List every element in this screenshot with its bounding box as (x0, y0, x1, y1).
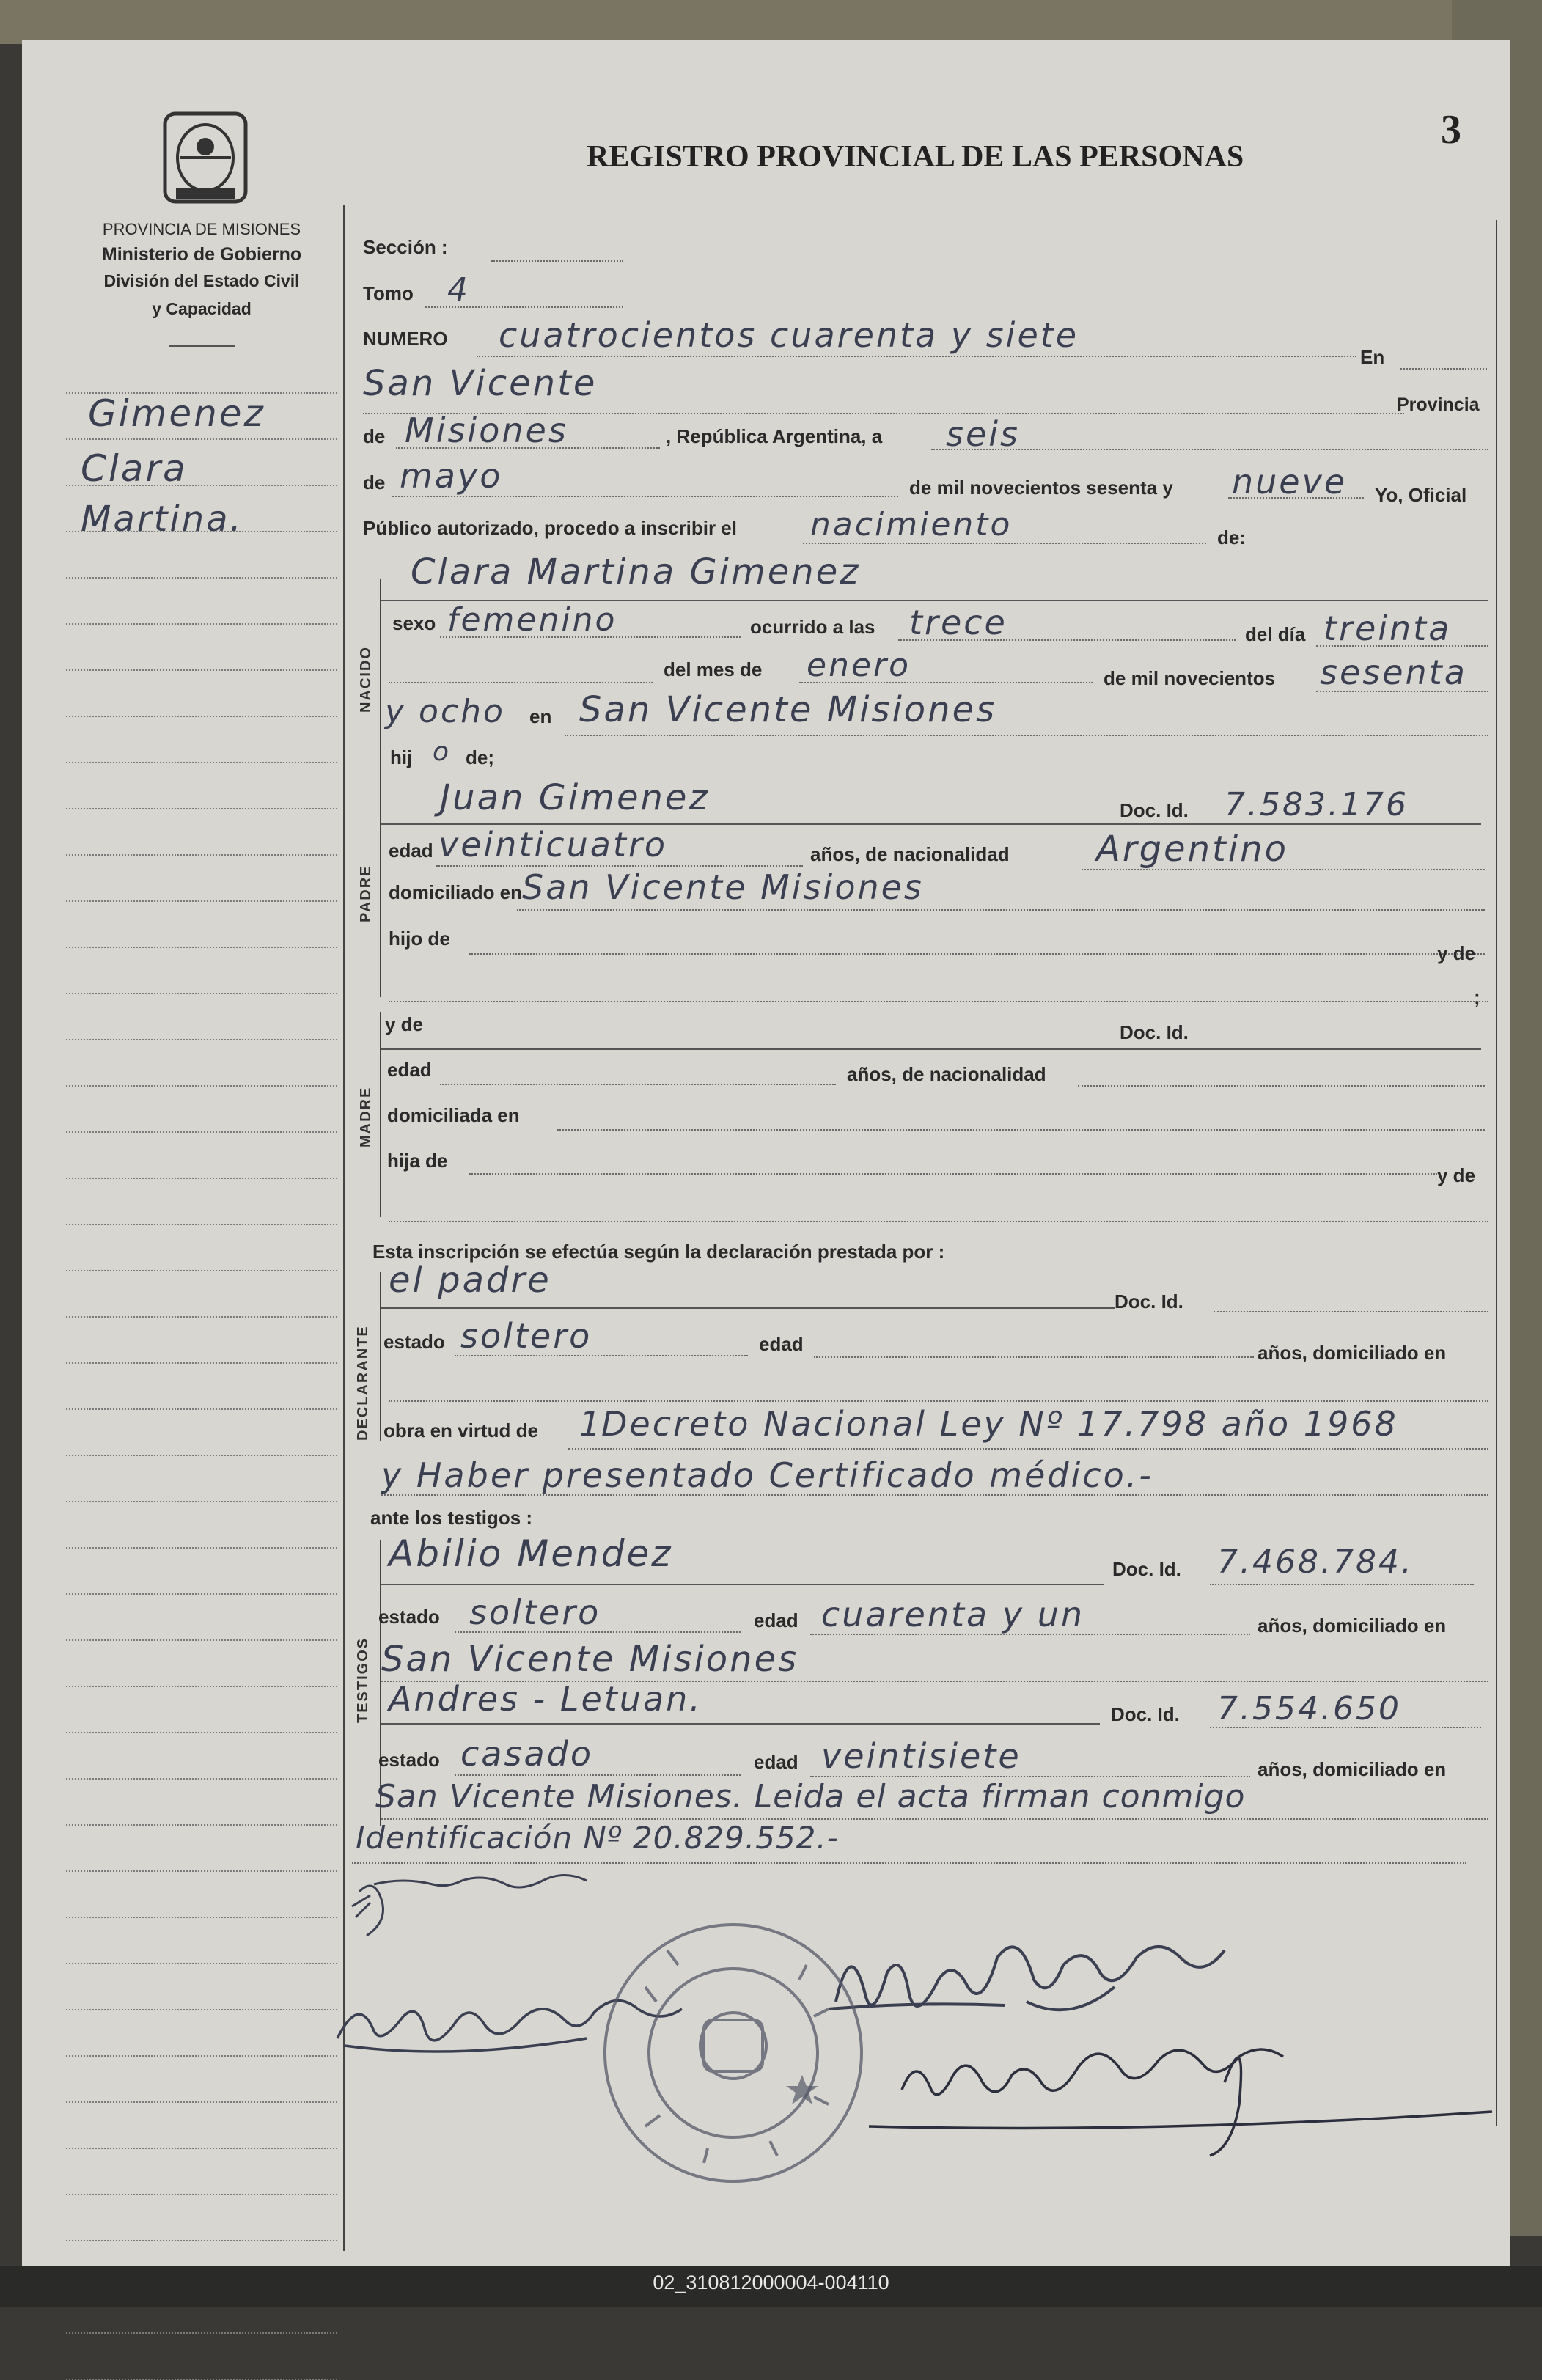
label-numero: NUMERO (363, 328, 448, 350)
label-de-mil-sesenta: de mil novecientos sesenta y (909, 477, 1173, 499)
label-republica: , República Argentina, a (666, 425, 883, 447)
line-testigo1-doc (1210, 1584, 1474, 1585)
value-identificacion: Identificación Nº 20.829.552.- (356, 1820, 839, 1856)
value-lugar-nacimiento: San Vicente Misiones (579, 689, 997, 730)
line-padre-domicilio (517, 909, 1485, 911)
value-hora: trece (909, 603, 1007, 642)
label-madre-edad: edad (387, 1059, 432, 1081)
margin-rule (66, 2009, 337, 2010)
label-padre-domicilio: domiciliado en (389, 881, 523, 903)
label-declarante-doc: Doc. Id. (1115, 1290, 1183, 1312)
margin-rule (66, 1224, 337, 1225)
margin-rule (66, 947, 337, 948)
value-anio1: sesenta (1320, 653, 1467, 692)
line-testigo2-doc (1210, 1727, 1481, 1728)
label-provincia: Provincia (1397, 394, 1480, 415)
line-madre-nacionalidad (1078, 1085, 1485, 1087)
label-de-semicolon: de; (466, 746, 494, 768)
label-del-mes: del mes de (664, 658, 763, 680)
label-testigo1-estado: estado (378, 1606, 440, 1628)
label-madre-y-de2: y de (1437, 1164, 1476, 1186)
value-declarante-nombre: el padre (389, 1260, 551, 1301)
value-testigo1-nombre: Abilio Mendez (389, 1532, 673, 1575)
value-padre-doc: 7.583.176 (1225, 786, 1409, 823)
line-testigo2-edad (810, 1776, 1250, 1777)
value-testigo1-estado: soltero (469, 1593, 601, 1632)
value-obra2: y Haber presentado Certificado médico.- (381, 1455, 1153, 1495)
margin-rule (66, 1085, 337, 1087)
line-lugar-nacimiento (565, 735, 1488, 736)
line-anio-inscripcion (1228, 497, 1364, 499)
margin-rule (66, 1501, 337, 1502)
margin-rule (66, 854, 337, 856)
label-declarante: DECLARANTE (355, 1325, 371, 1441)
value-provincia: Misiones (405, 411, 568, 450)
margin-rule (66, 1593, 337, 1595)
page-title: REGISTRO PROVINCIAL DE LAS PERSONAS (587, 140, 1244, 174)
label-de2: de (363, 471, 386, 493)
value-obra-prefix: 1 (579, 1404, 603, 1444)
label-esta-inscripcion: Esta inscripción se efectúa según la declaración prestada por : (372, 1241, 945, 1263)
line-testigo2-nombre (381, 1723, 1100, 1725)
margin-surname: Gimenez (88, 392, 265, 435)
label-madre-domicilio: domiciliada en (387, 1104, 520, 1126)
label-testigo2-anios-dom: años, domiciliado en (1258, 1758, 1447, 1780)
margin-rule (66, 1178, 337, 1179)
value-anio-inscripcion: nueve (1232, 462, 1348, 502)
label-en2: en (529, 705, 552, 727)
line-declarante-edad (814, 1356, 1254, 1358)
signature-juan-gimenez (352, 1876, 587, 1936)
margin-rule (66, 1316, 337, 1318)
line-mes-prefix (389, 682, 653, 683)
value-obra1: Decreto Nacional Ley Nº 17.798 año 1968 (601, 1404, 1398, 1444)
label-testigo2-estado: estado (378, 1749, 440, 1771)
line-testigo1-edad (810, 1634, 1250, 1635)
value-testigo2-domicilio: San Vicente Misiones. Leida el acta firman conmigo (375, 1778, 1246, 1815)
label-de: de (363, 425, 386, 447)
margin-rule (66, 531, 337, 532)
line-madre-hija-de (469, 1173, 1437, 1175)
label-del-dia: del día (1245, 623, 1306, 645)
margin-rule (66, 1686, 337, 1687)
margin-rule (66, 2055, 337, 2057)
label-de-mil: de mil novecientos (1104, 667, 1276, 689)
margin-rule (66, 623, 337, 625)
margin-rule (66, 762, 337, 763)
value-anio2: y ocho (385, 693, 505, 730)
padre-bar (380, 785, 381, 997)
label-declarante-anios-dom: años, domiciliado en (1258, 1342, 1447, 1364)
binding-top (0, 0, 1542, 44)
value-dia: treinta (1323, 609, 1452, 648)
line-dia (1316, 645, 1488, 647)
label-padre-semicolon: ; (1474, 986, 1480, 1008)
value-padre-domicilio: San Vicente Misiones (522, 867, 924, 907)
line-testigo2-estado (455, 1774, 741, 1776)
margin-rule (66, 1131, 337, 1133)
label-madre-doc: Doc. Id. (1120, 1021, 1189, 1043)
ministry-line3: División del Estado Civil (103, 271, 300, 290)
margin-rule (66, 1917, 337, 1918)
margin-rule (66, 1870, 337, 1872)
nacido-bar (380, 579, 381, 792)
label-testigo2-doc: Doc. Id. (1111, 1703, 1180, 1725)
value-mes: enero (807, 647, 911, 684)
official-seal (605, 1925, 862, 2181)
ministry-line4: y Capacidad (152, 299, 252, 318)
signature-abilio-mendez (829, 1947, 1225, 2010)
signature-andres-letuan (337, 2001, 682, 2052)
value-testigo1-domicilio: San Vicente Misiones (381, 1639, 799, 1680)
margin-rule (66, 1824, 337, 1826)
line-en (1400, 368, 1487, 370)
label-padre-hijo-de: hijo de (389, 928, 450, 950)
value-numero: cuatrocientos cuarenta y siete (499, 315, 1079, 355)
margin-rule (66, 1778, 337, 1780)
signature-official (869, 2049, 1492, 2156)
label-hij: hij (390, 746, 413, 768)
line-testigo1-nombre (381, 1584, 1104, 1585)
label-en: En (1360, 346, 1385, 368)
line-madre-edad (440, 1084, 836, 1085)
line-declarante-domicilio (389, 1400, 1488, 1402)
label-testigo2-edad: edad (754, 1751, 798, 1773)
line-obra2 (381, 1494, 1488, 1496)
margin-rule (66, 2101, 337, 2103)
line-padre-nacionalidad (1082, 869, 1485, 870)
ministry-line1: PROVINCIA DE MISIONES (102, 220, 301, 238)
signatures-and-seal (323, 1862, 1510, 2229)
line-padre-hijo-de (469, 953, 1485, 955)
declarante-bar (380, 1272, 381, 1441)
line-numero (477, 356, 1356, 357)
madre-bar (380, 1012, 381, 1217)
value-padre-nombre: Juan Gimenez (440, 777, 710, 818)
margin-rule (66, 993, 337, 994)
page-number: 3 (1441, 107, 1461, 153)
line-mes-inscripcion (392, 496, 898, 497)
margin-rule (66, 392, 337, 394)
margin-rule (66, 438, 337, 440)
margin-rule (66, 485, 337, 486)
label-madre-anios-nac: años, de nacionalidad (847, 1063, 1046, 1085)
margin-name1: Clara (81, 447, 188, 490)
value-lugar: San Vicente (363, 363, 598, 404)
value-sexo: femenino (447, 601, 617, 639)
label-testigo1-anios-dom: años, domiciliado en (1258, 1615, 1447, 1637)
ministry-line2: Ministerio de Gobierno (101, 244, 302, 265)
value-testigo2-estado: casado (460, 1734, 593, 1774)
label-madre-y-de: y de (385, 1013, 424, 1035)
value-testigo2-doc: 7.554.650 (1217, 1690, 1401, 1727)
line-declarante-estado (455, 1355, 748, 1356)
line-declarante-nombre (381, 1307, 1115, 1309)
label-tomo: Tomo (363, 282, 414, 304)
label-padre-doc: Doc. Id. (1120, 799, 1189, 821)
margin-rule (66, 2332, 337, 2334)
label-yo-oficial: Yo, Oficial (1375, 484, 1467, 506)
margin-name2: Martina. (81, 499, 243, 540)
margin-rule (66, 900, 337, 902)
line-tomo (425, 306, 623, 308)
margin-rule (66, 1270, 337, 1271)
margin-rule (66, 577, 337, 579)
value-testigo1-edad: cuarenta y un (821, 1595, 1085, 1634)
label-declarante-edad: edad (759, 1333, 804, 1355)
margin-rule (66, 2194, 337, 2195)
value-testigo1-doc: 7.468.784. (1217, 1543, 1414, 1581)
value-declarante-estado: soltero (460, 1316, 592, 1356)
line-madre-nombre (381, 1048, 1481, 1050)
value-mes-inscripcion: mayo (400, 456, 503, 496)
image-caption: 02_310812000004-004110 (653, 2271, 889, 2293)
label-padre-edad: edad (389, 840, 433, 862)
label-publico: Público autorizado, procedo a inscribir el (363, 517, 737, 539)
line-declarante-doc (1214, 1311, 1488, 1312)
value-nombre: Clara Martina Gimenez (411, 551, 861, 592)
line-padre-y-de (389, 1001, 1488, 1002)
label-nacido: NACIDO (358, 646, 374, 713)
label-madre: MADRE (358, 1086, 374, 1147)
margin-rule (66, 1963, 337, 1964)
label-de-colon: de: (1217, 526, 1246, 548)
label-sexo: sexo (392, 612, 436, 634)
line-anio1 (1316, 691, 1488, 692)
label-madre-hija-de: hija de (387, 1150, 448, 1172)
label-obra: obra en virtud de (383, 1419, 538, 1441)
line-testigo1-estado (455, 1631, 741, 1633)
coat-of-arms-icon (150, 106, 260, 209)
value-padre-edad: veinticuatro (438, 825, 667, 864)
line-padre-edad (436, 865, 803, 867)
value-dia-inscripcion: seis (946, 414, 1021, 454)
value-acto: nacimiento (810, 506, 1013, 543)
right-border (1496, 220, 1497, 2126)
margin-rule (66, 1455, 337, 1456)
line-provincia (396, 447, 660, 449)
line-seccion (491, 260, 623, 262)
label-testigo1-doc: Doc. Id. (1112, 1558, 1181, 1580)
label-declarante-estado: estado (383, 1331, 445, 1353)
margin-rule (66, 1547, 337, 1549)
label-padre-anios-nac: años, de nacionalidad (810, 843, 1010, 865)
value-hij-suffix: o (433, 737, 452, 767)
label-padre: PADRE (358, 864, 374, 922)
line-sexo (440, 636, 741, 638)
line-hora (898, 639, 1236, 641)
margin-rule (66, 1362, 337, 1364)
line-dia-inscripcion (931, 449, 1488, 450)
margin-rule (66, 1039, 337, 1040)
value-testigo2-edad: veintisiete (821, 1736, 1021, 1776)
value-testigo2-nombre: Andres - Letuan. (389, 1679, 702, 1719)
label-testigo1-edad: edad (754, 1609, 798, 1631)
margin-rule (66, 2240, 337, 2241)
margin-rule (66, 1408, 337, 1410)
margin-rule (66, 2148, 337, 2149)
margin-rule (66, 1732, 337, 1733)
line-obra1 (568, 1448, 1488, 1450)
line-acto (803, 543, 1206, 544)
margin-rule (66, 808, 337, 809)
line-mes (799, 682, 1093, 683)
margin-rule (66, 1639, 337, 1641)
value-padre-nacionalidad: Argentino (1096, 829, 1288, 870)
margin-rule (66, 669, 337, 671)
label-seccion: Sección : (363, 236, 448, 258)
label-ante: ante los testigos : (370, 1507, 533, 1529)
ministry-divider (169, 345, 235, 347)
line-madre-domicilio (557, 1129, 1485, 1131)
label-padre-y-de: y de (1437, 942, 1476, 964)
label-ocurrido: ocurrido a las (750, 616, 875, 638)
margin-rule (66, 716, 337, 717)
value-tomo: 4 (447, 271, 470, 309)
label-testigos: TESTIGOS (355, 1637, 371, 1723)
line-madre-final (389, 1221, 1488, 1222)
